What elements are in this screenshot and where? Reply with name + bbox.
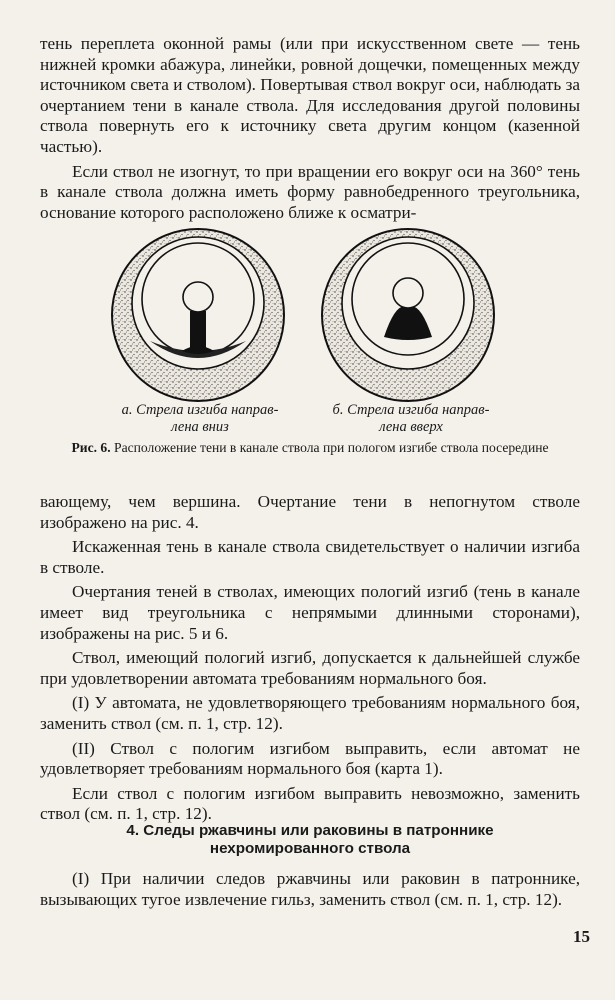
paragraph: Искаженная тень в канале ствола свидетельствует о наличии изгиба в стволе. — [40, 537, 580, 577]
paragraph: Ствол, имеющий пологий изгиб, допускается к дальнейшей службе при удовлетворении автомата требованиям нормального боя. — [40, 648, 580, 688]
figure-label-a-line: а. Стрела изгиба направ- — [121, 402, 279, 418]
section-heading-line: нехромированного ствола — [209, 840, 411, 857]
figure-6 — [100, 225, 530, 475]
barrel-diagrams — [100, 225, 530, 405]
figure-label-b — [306, 402, 516, 436]
figure-caption-text: Расположение тени в канале ствола при пологом изгибе ствола посередине — [114, 440, 549, 455]
section-heading-line: 4. Следы ржавчины или раковины в патроннике — [126, 822, 494, 839]
figure-caption-number: Рис. 6. — [71, 440, 111, 455]
paragraph: (II) Ствол с пологим изгибом выправить, если автомат не удовлетворяет требованиям нормального боя (карта 1). — [40, 738, 580, 779]
page-number: 15 — [573, 927, 590, 946]
figure-label-a-line: лена вниз — [171, 419, 229, 435]
paragraph: Если ствол не изогнут, то при вращении его вокруг оси на 360° тень в канале ствола должна иметь форму равнобедренного треугольника, основание которого расположено ближе к осматри- — [40, 161, 580, 222]
barrel-diagram-a — [112, 229, 284, 401]
paragraph: (I) При наличии следов ржавчины или раковин в патроннике, вызывающих тугое извлечение гильз, заменить ствол (см. п. 1, стр. 12). — [40, 869, 580, 909]
paragraph: вающему, чем вершина. Очертание тени в непогнутом стволе изображено на рис. 4. — [40, 492, 580, 532]
paragraph: тень переплета оконной рамы (или при искусственном свете — тень нижней кромки абажура, линейки, ровной дощечки, помещенных между источником света и стволом). Повертывая ствол вокруг оси, наблюдать за очертанием тени в канале ствола. Для исследования другой половины ствола повернуть его к источнику света другим концом (казенной частью). — [40, 34, 580, 156]
text-block-bottom — [40, 869, 580, 914]
paragraph: (I) У автомата, не удовлетворяющего требованиям нормального боя, заменить ствол (см. п. 1, стр. 12). — [40, 693, 580, 733]
paragraph: Если ствол с пологим изгибом выправить невозможно, заменить ствол (см. п. 1, стр. 12). — [40, 783, 580, 824]
text-block-middle — [40, 492, 580, 829]
figure-label-b-line: б. Стрела изгиба направ- — [332, 402, 490, 418]
figure-label-b-line: лена вверх — [379, 419, 443, 435]
barrel-diagram-b — [322, 229, 494, 401]
figure-caption — [40, 440, 580, 456]
text-block-top — [40, 34, 580, 227]
paragraph: Очертания теней в стволах, имеющих пологий изгиб (тень в канале имеет вид треугольника с непрямыми длинными сторонами), изображены на рис. 5 и 6. — [40, 582, 580, 643]
figure-label-a — [100, 402, 300, 436]
section-heading — [40, 822, 580, 858]
